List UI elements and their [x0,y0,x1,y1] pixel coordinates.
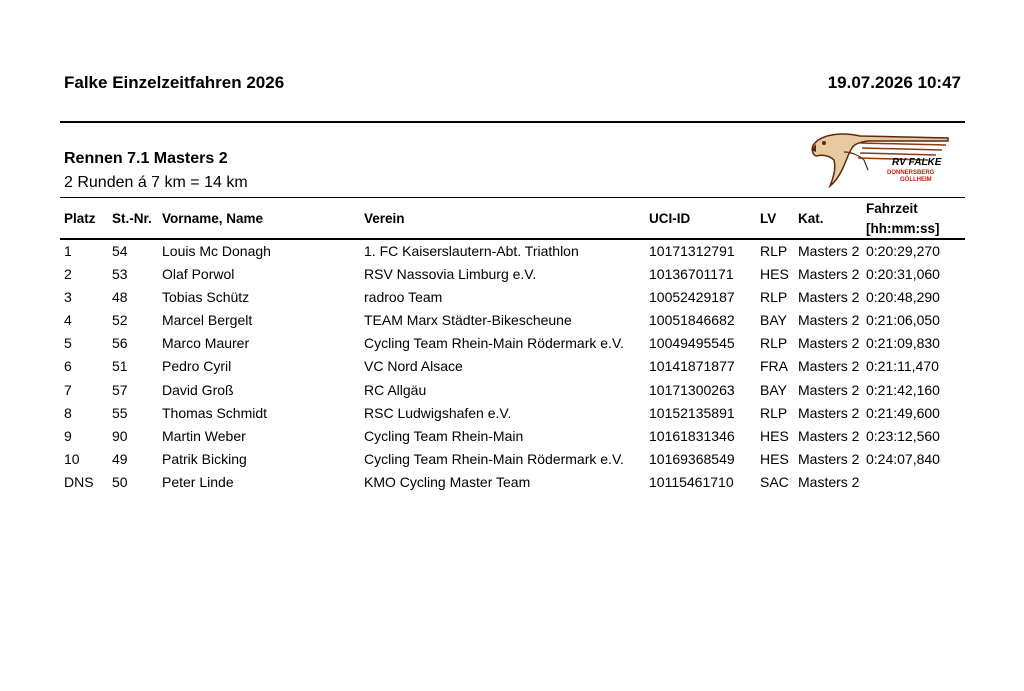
results-table-body [0,242,1024,496]
cell-zeit: 0:21:06,050 [866,312,940,329]
table-row [0,334,1024,357]
table-row [0,381,1024,404]
cell-verein: RSC Ludwigshafen e.V. [364,404,512,421]
logo-text-main: RV FALKE [892,157,942,168]
cell-uci: 10049495545 [649,335,735,352]
cell-kat: Masters 2 [798,243,860,259]
cell-lv: HES [760,427,789,444]
cell-nr: 57 [112,381,128,398]
cell-platz: DNS [64,473,94,490]
table-row [0,427,1024,450]
cell-verein: Cycling Team Rhein-Main Rödermark e.V. [364,450,624,467]
cell-zeit: 0:21:42,160 [866,381,940,398]
cell-nr: 51 [112,358,128,375]
cell-lv: SAC [760,473,789,490]
table-row [0,288,1024,311]
cell-lv: RLP [760,335,788,352]
cell-name: Tobias Schütz [162,289,250,306]
col-header-zeit: Fahrzeit [866,201,918,216]
table-row [0,473,1024,496]
cell-platz: 10 [64,450,80,467]
cell-name: Louis Mc Donagh [162,243,271,259]
cell-uci: 10152135891 [649,404,735,421]
cell-platz: 2 [64,266,72,283]
cell-lv: RLP [760,404,788,421]
cell-verein: RC Allgäu [364,381,427,398]
cell-kat: Masters 2 [798,358,860,375]
cell-kat: Masters 2 [798,427,860,444]
header-divider [60,197,965,198]
cell-platz: 3 [64,289,72,306]
col-header-uci: UCI-ID [649,211,691,226]
cell-lv: BAY [760,381,787,398]
cell-uci: 10169368549 [649,450,735,467]
cell-kat: Masters 2 [798,381,860,398]
cell-lv: RLP [760,289,788,306]
table-row [0,357,1024,380]
cell-name: Olaf Porwol [162,266,235,283]
cell-zeit: 0:20:31,060 [866,266,940,283]
cell-zeit: 0:21:11,470 [866,358,939,375]
cell-platz: 4 [64,312,72,329]
cell-kat: Masters 2 [798,266,860,283]
table-row [0,242,1024,265]
cell-uci: 10161831346 [649,427,735,444]
table-row [0,311,1024,334]
cell-lv: FRA [760,358,788,375]
cell-name: Patrik Bicking [162,450,247,467]
cell-platz: 6 [64,358,72,375]
cell-uci: 10052429187 [649,289,735,306]
table-header-rule [60,238,965,240]
event-title: Falke Einzelzeitfahren 2026 [64,73,285,92]
col-header-kat: Kat. [798,211,824,226]
table-row [0,450,1024,473]
cell-kat: Masters 2 [798,289,860,306]
cell-nr: 56 [112,335,128,352]
cell-uci: 10171300263 [649,381,735,398]
cell-lv: HES [760,450,789,467]
cell-uci: 10115461710 [649,473,734,490]
col-header-lv: LV [760,211,777,226]
cell-nr: 54 [112,243,128,259]
cell-name: Pedro Cyril [162,358,232,375]
cell-nr: 53 [112,266,128,283]
logo-text-line2: DONNERSBERG [887,170,935,176]
top-divider [60,121,965,123]
race-distance: 2 Runden á 7 km = 14 km [64,174,248,191]
cell-verein: RSV Nassovia Limburg e.V. [364,266,537,283]
cell-uci: 10136701171 [649,266,734,283]
cell-kat: Masters 2 [798,312,860,329]
cell-nr: 55 [112,404,128,421]
cell-zeit: 0:21:49,600 [866,404,940,421]
cell-zeit: 0:21:09,830 [866,335,940,352]
race-title: Rennen 7.1 Masters 2 [64,150,228,167]
col-header-name: Vorname, Name [162,211,264,226]
cell-name: David Groß [162,381,234,398]
cell-verein: KMO Cycling Master Team [364,473,531,490]
cell-name: Marcel Bergelt [162,312,253,329]
cell-zeit: 0:20:48,290 [866,289,940,306]
cell-verein: TEAM Marx Städter-Bikescheune [364,312,572,329]
cell-zeit: 0:23:12,560 [866,427,940,444]
cell-platz: 5 [64,335,72,352]
cell-lv: RLP [760,243,788,259]
cell-lv: HES [760,266,789,283]
print-timestamp: 19.07.2026 10:47 [827,73,961,92]
cell-kat: Masters 2 [798,450,860,467]
cell-platz: 8 [64,404,72,421]
cell-platz: 7 [64,381,72,398]
cell-name: Peter Linde [162,473,234,490]
cell-lv: BAY [760,312,787,329]
cell-platz: 9 [64,427,72,444]
col-header-startnr: St.-Nr. [112,211,152,226]
cell-name: Martin Weber [162,427,246,444]
cell-name: Marco Maurer [162,335,250,352]
table-row [0,404,1024,427]
cell-nr: 50 [112,473,128,490]
cell-zeit: 0:24:07,840 [866,450,940,467]
cell-zeit: 0:20:29,270 [866,243,940,259]
cell-kat: Masters 2 [798,473,860,490]
cell-name: Thomas Schmidt [162,404,268,421]
cell-platz: 1 [64,243,72,259]
table-row [0,265,1024,288]
cell-uci: 10141871877 [649,358,735,375]
cell-nr: 49 [112,450,128,467]
cell-uci: 10171312791 [649,243,735,259]
cell-nr: 90 [112,427,128,444]
cell-nr: 48 [112,289,128,306]
col-header-zeit-unit: [hh:mm:ss] [866,221,940,236]
cell-verein: Cycling Team Rhein-Main Rödermark e.V. [364,335,624,352]
cell-kat: Masters 2 [798,335,860,352]
col-header-verein: Verein [364,211,405,226]
cell-verein: VC Nord Alsace [364,358,463,375]
cell-uci: 10051846682 [649,312,735,329]
cell-verein: 1. FC Kaiserslautern-Abt. Triathlon [364,243,579,259]
cell-verein: Cycling Team Rhein-Main [364,427,524,444]
club-logo [808,130,953,188]
logo-text-line3: GÖLLHEIM [900,177,932,183]
cell-kat: Masters 2 [798,404,860,421]
col-header-platz: Platz [64,211,96,226]
cell-nr: 52 [112,312,128,329]
cell-verein: radroo Team [364,289,443,306]
